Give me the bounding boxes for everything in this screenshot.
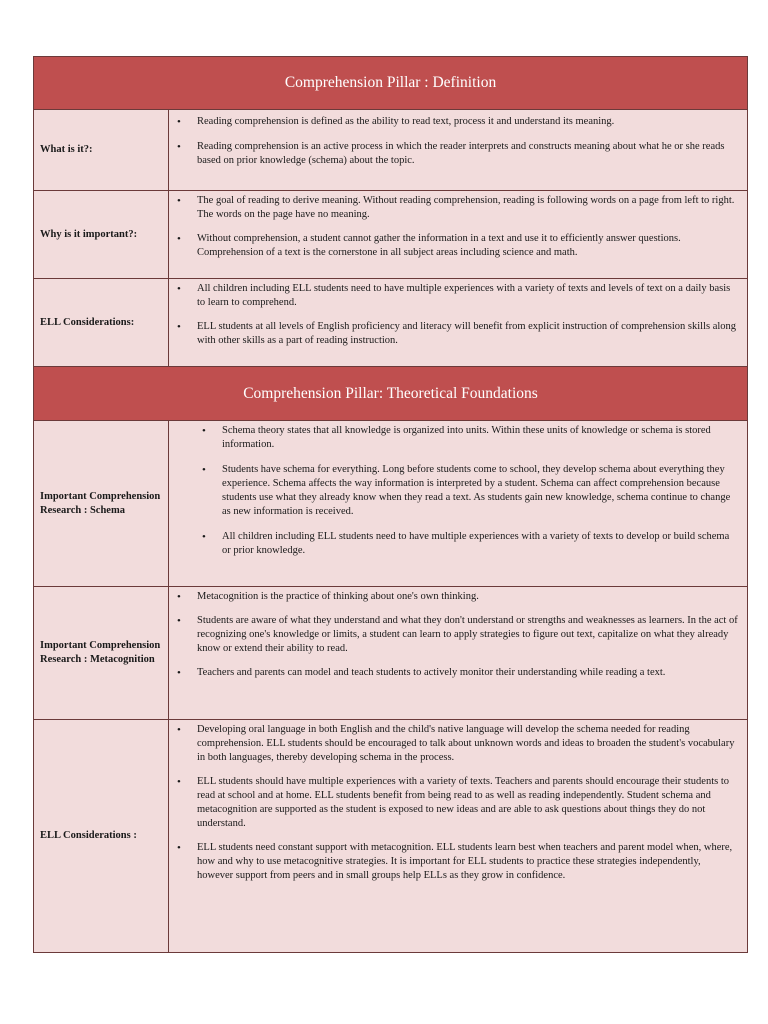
- bullet-item: • Developing oral language in both English and the child's native language will develop the schema needed for reading comprehension. ELL students should be encouraged to talk about unknown words and ideas to broaden the student's vocabulary in both languages, thereby developing schema in the process.: [169, 723, 747, 765]
- table-row: [34, 279, 748, 367]
- bullet-item: • Students are aware of what they understand and what they don't understand or strengths and weaknesses as learners. In the act of recognizing one's knowledge or limits, a student can learn to apply strategies to figure out text, capitalize on what they already know or extend their ability to read.: [169, 614, 747, 656]
- row-content-why-important: [169, 191, 748, 279]
- bullet-item: • The goal of reading to derive meaning. Without reading comprehension, reading is following words on a page from left to right. The words on the page have no meaning.: [169, 194, 747, 222]
- bullet-item: • ELL students at all levels of English proficiency and literacy will benefit from explicit instruction of comprehension skills along with other skills as a part of reading instruction.: [169, 320, 747, 348]
- row-label-metacognition: Important Comprehension Research : Metacognition: [34, 587, 169, 720]
- table-row: [34, 720, 748, 953]
- row-content-ell-considerations-2: [169, 720, 748, 953]
- bullet-item: • ELL students need constant support with metacognition. ELL students learn best when teachers and parent model when, where, how and why to use metacognitive strategies. It is important for ELL students to practice these strategies independently, however support from peers and in small groups help ELLs as they grow in confidence.: [169, 841, 747, 883]
- bullet-item: • ELL students should have multiple experiences with a variety of texts. Teachers and parents should encourage their students to read at school and at home. ELL students benefit from being read to as well as reading independently. Student schema and metacognition are supported as the student is exposed to new ideas and are able to ask questions about things they do not understand.: [169, 775, 747, 831]
- bullet-item: • Reading comprehension is defined as the ability to read text, process it and understand its meaning.: [169, 115, 747, 129]
- row-content-ell-considerations: [169, 279, 748, 367]
- section-title-definition: Comprehension Pillar : Definition: [34, 57, 748, 110]
- row-content-schema: [169, 421, 748, 587]
- row-label-ell-considerations-2: ELL Considerations :: [34, 720, 169, 953]
- row-content-what-is-it: [169, 110, 748, 191]
- row-content-metacognition: [169, 587, 748, 720]
- bullet-item: • Reading comprehension is an active process in which the reader interprets and constructs meaning about what he or she reads based on prior knowledge (schema) about the topic.: [169, 140, 747, 168]
- bullet-item: • Schema theory states that all knowledge is organized into units. Within these units of knowledge or schema is stored information.: [169, 424, 747, 452]
- section-header-definition: [34, 57, 748, 110]
- bullet-item: • Without comprehension, a student cannot gather the information in a text and use it to efficiently answer questions. Comprehension of a text is the cornerstone in all subject areas including science and math.: [169, 232, 747, 260]
- row-label-what-is-it: What is it?:: [34, 110, 169, 191]
- bullet-item: • All children including ELL students need to have multiple experiences with a variety of texts and levels of text on a daily basis to learn to comprehend.: [169, 282, 747, 310]
- table-row: [34, 587, 748, 720]
- bullet-item: • Teachers and parents can model and teach students to actively monitor their understanding while reading a text.: [169, 666, 747, 680]
- table-row: [34, 110, 748, 191]
- row-label-ell-considerations: ELL Considerations:: [34, 279, 169, 367]
- comprehension-pillar-table: [33, 56, 748, 953]
- row-label-why-important: Why is it important?:: [34, 191, 169, 279]
- bullet-item: • Students have schema for everything. Long before students come to school, they develop schema about everything they experience. Schema affects the way information is interpreted by a student. Schema can affect comprehension because students use what they already know when they read a text. As students gain new knowledge, schema continue to change as new information is received.: [169, 463, 747, 519]
- section-title-theoretical-foundations: Comprehension Pillar: Theoretical Foundations: [34, 367, 748, 421]
- bullet-item: • All children including ELL students need to have multiple experiences with a variety of texts to develop or build schema or prior knowledge.: [169, 530, 747, 558]
- section-header-theoretical-foundations: [34, 367, 748, 421]
- row-label-schema: Important Comprehension Research : Schema: [34, 421, 169, 587]
- table-row: [34, 421, 748, 587]
- bullet-item: • Metacognition is the practice of thinking about one's own thinking.: [169, 590, 747, 604]
- table-row: [34, 191, 748, 279]
